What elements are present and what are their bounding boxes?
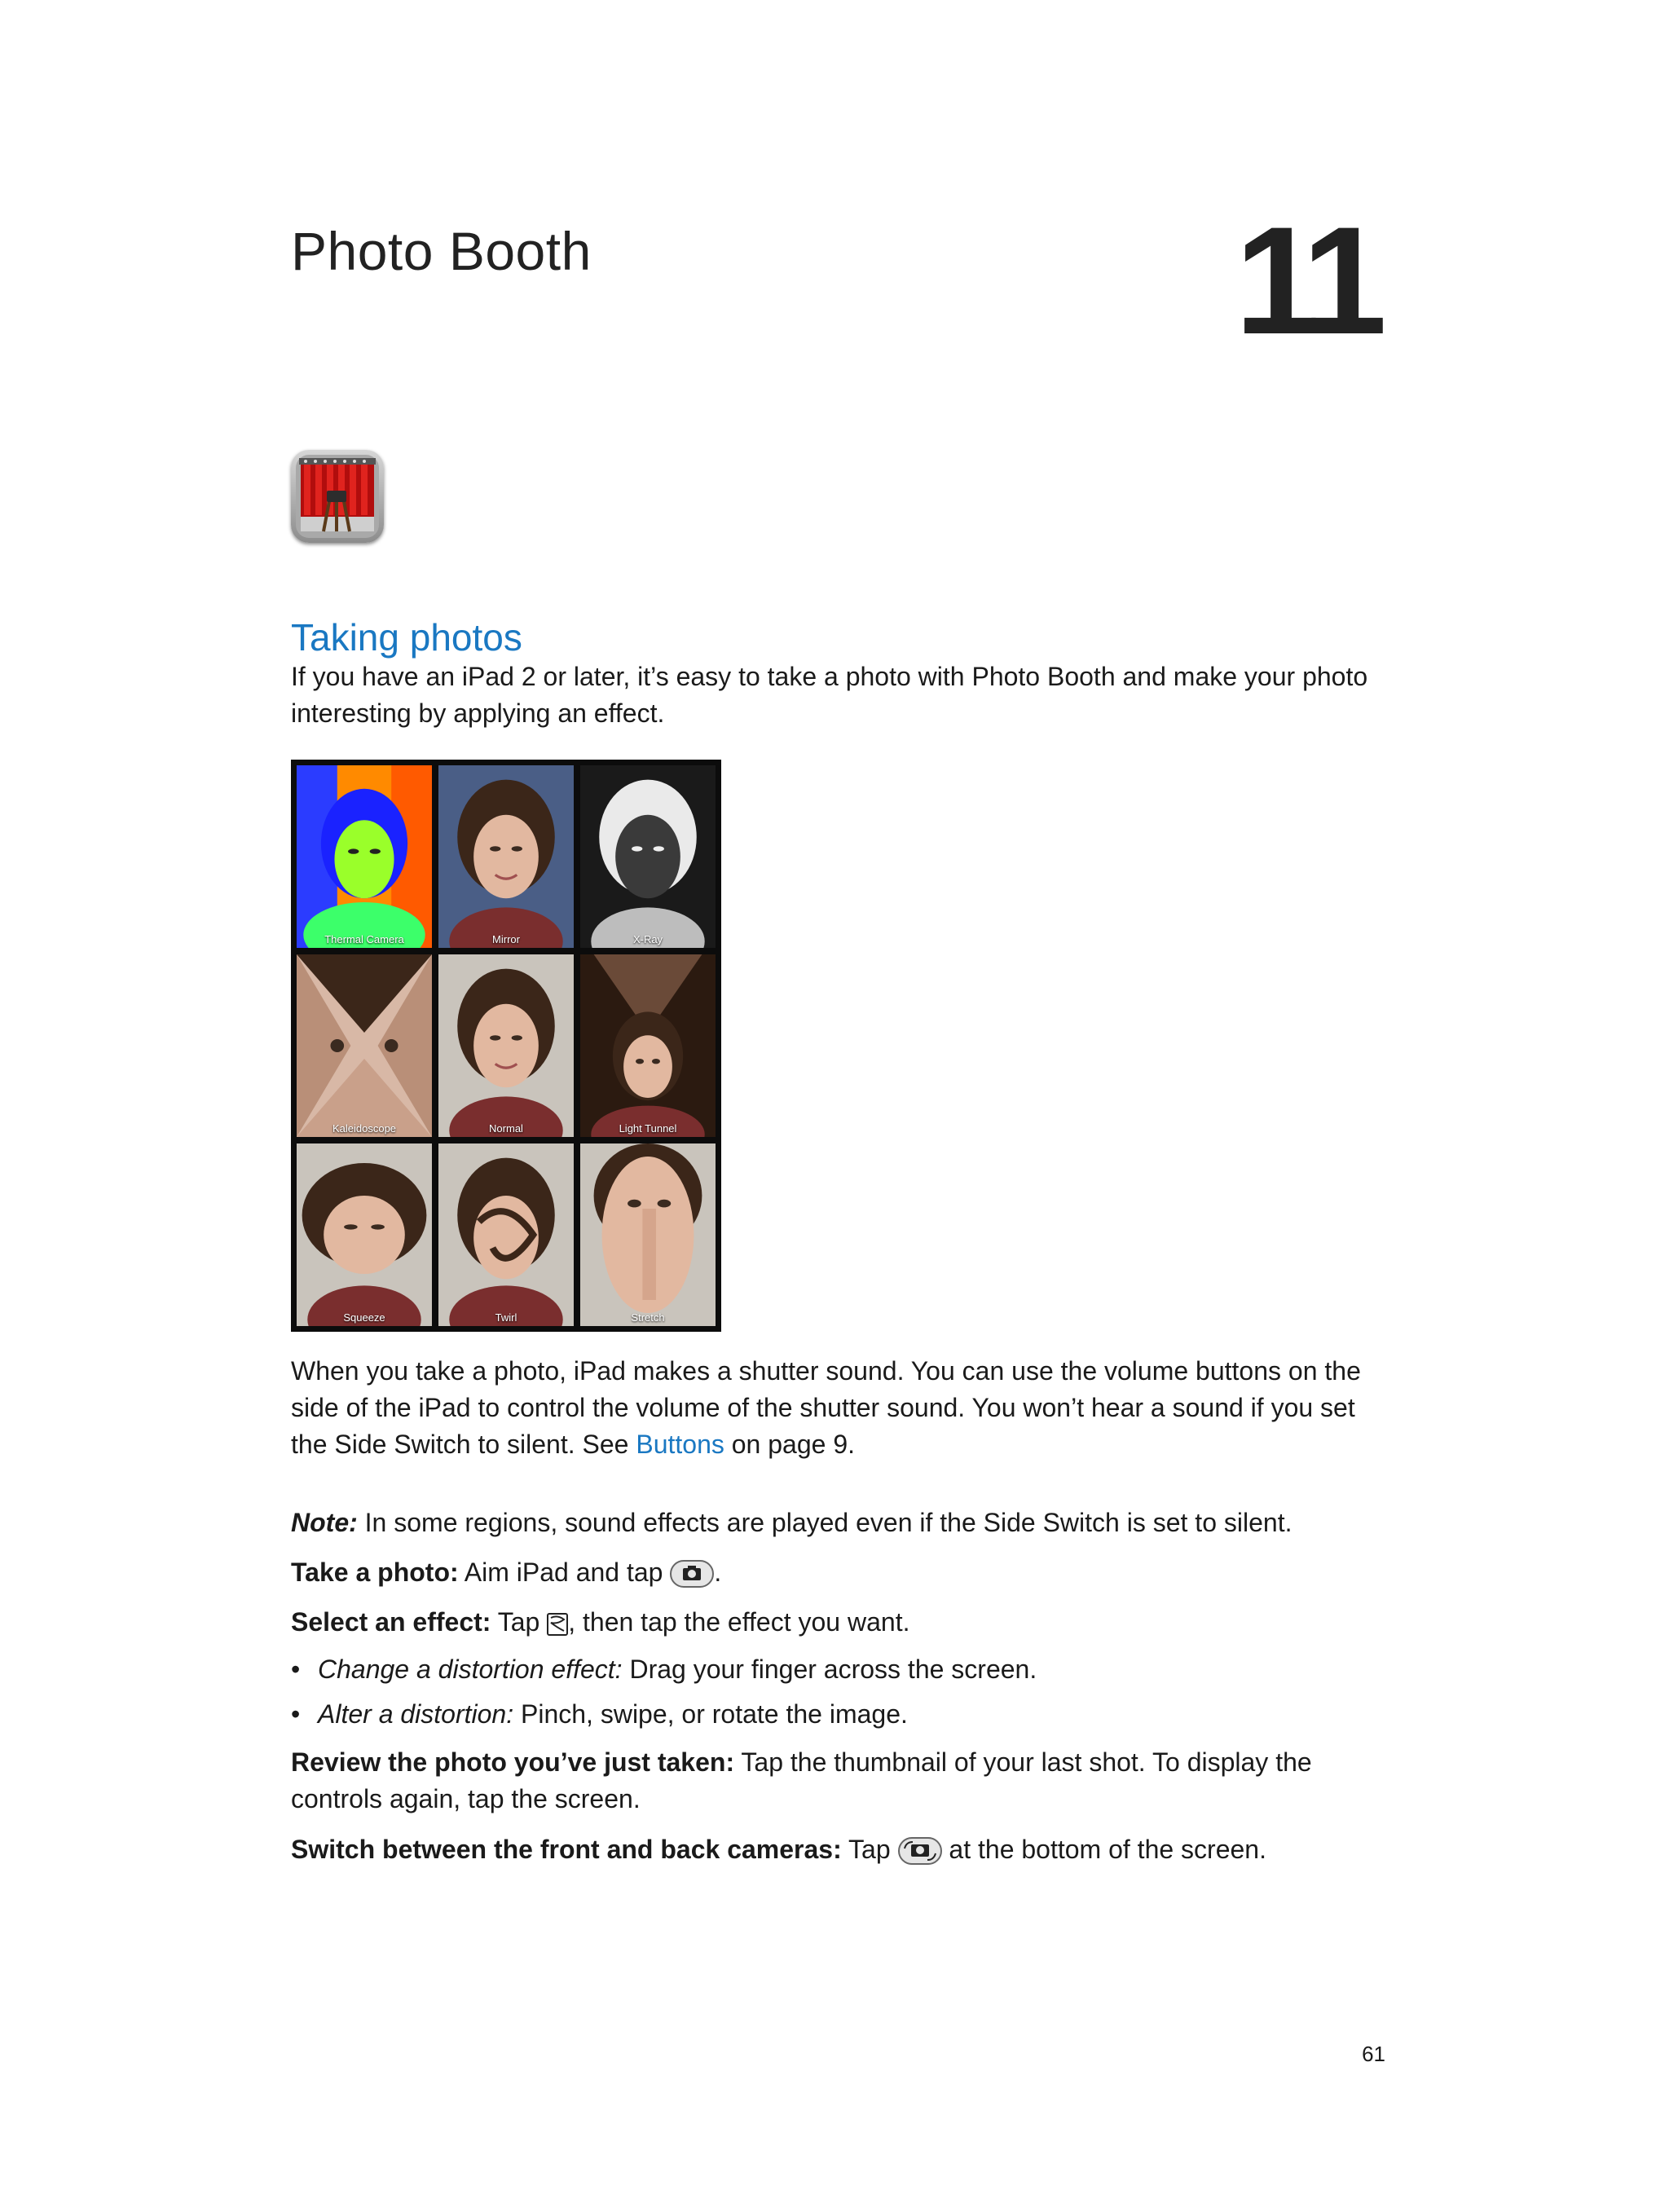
chapter-number: 11 (1235, 195, 1377, 366)
section-heading: Taking photos (291, 616, 522, 659)
effect-tile-mirror (438, 765, 574, 948)
effect-tile-light-tunnel (580, 954, 716, 1137)
chapter-title: Photo Booth (291, 221, 592, 281)
effect-tile-squeeze (297, 1143, 432, 1326)
effect-tile-xray (580, 765, 716, 948)
page-number: 61 (1362, 2042, 1385, 2066)
camera-icon (670, 1556, 714, 1593)
effect-label: Stretch (631, 1311, 665, 1324)
effect-label: Light Tunnel (619, 1122, 677, 1135)
effect-label: Twirl (495, 1311, 517, 1324)
effect-label: Squeeze (343, 1311, 385, 1324)
take-photo-label: Take a photo: (291, 1558, 459, 1587)
effect-label: Thermal Camera (324, 933, 404, 945)
effects-icon (547, 1606, 568, 1642)
effect-label: Mirror (492, 933, 520, 945)
note-paragraph: Note: In some regions, sound effects are played even if the Side Switch is set to silent. (291, 1508, 1292, 1537)
photo-booth-app-icon (291, 450, 384, 543)
review-paragraph: Review the photo you’ve just taken: Tap the thumbnail of your last shot. To display the controls again, tap the screen. (291, 1747, 1312, 1813)
review-label: Review the photo you’ve just taken: (291, 1747, 735, 1777)
bullet-marker: • (291, 1699, 301, 1729)
effect-tile-stretch (580, 1143, 716, 1326)
select-effect-paragraph: Select an effect: Tap , then tap the effect you want. (291, 1604, 1387, 1642)
effect-label: Kaleidoscope (332, 1122, 397, 1135)
effects-figure (291, 760, 721, 1332)
switch-camera-icon (898, 1833, 942, 1870)
effect-label: Normal (489, 1122, 523, 1135)
effect-tile-normal (438, 954, 574, 1137)
bullet-alter-distortion: Alter a distortion: Pinch, swipe, or rotate the image. (318, 1699, 908, 1729)
effect-tile-twirl (438, 1143, 574, 1326)
bullet-marker: • (291, 1655, 301, 1684)
intro-paragraph: If you have an iPad 2 or later, it’s easy to take a photo with Photo Booth and make your photo interesting by applying an effect. (291, 662, 1368, 728)
switch-camera-paragraph: Switch between the front and back cameras: Tap at the bottom of the screen. (291, 1831, 1387, 1870)
switch-camera-label: Switch between the front and back cameras: (291, 1835, 842, 1864)
select-effect-label: Select an effect: (291, 1607, 491, 1637)
effect-tile-thermal (297, 765, 432, 948)
bullet-change-distortion: Change a distortion effect: Drag your finger across the screen. (318, 1655, 1037, 1684)
buttons-link[interactable]: Buttons (636, 1430, 724, 1459)
shutter-paragraph: When you take a photo, iPad makes a shutter sound. You can use the volume buttons on the side of the iPad to control the volume of the shutter sound. You won’t hear a sound if you set the Side Switch to silent. See Buttons on page 9. (291, 1356, 1361, 1459)
effect-label: X-Ray (632, 933, 663, 945)
note-label: Note: (291, 1508, 358, 1537)
take-photo-paragraph: Take a photo: Aim iPad and tap . (291, 1554, 1387, 1593)
effect-tile-kaleidoscope (297, 954, 432, 1137)
